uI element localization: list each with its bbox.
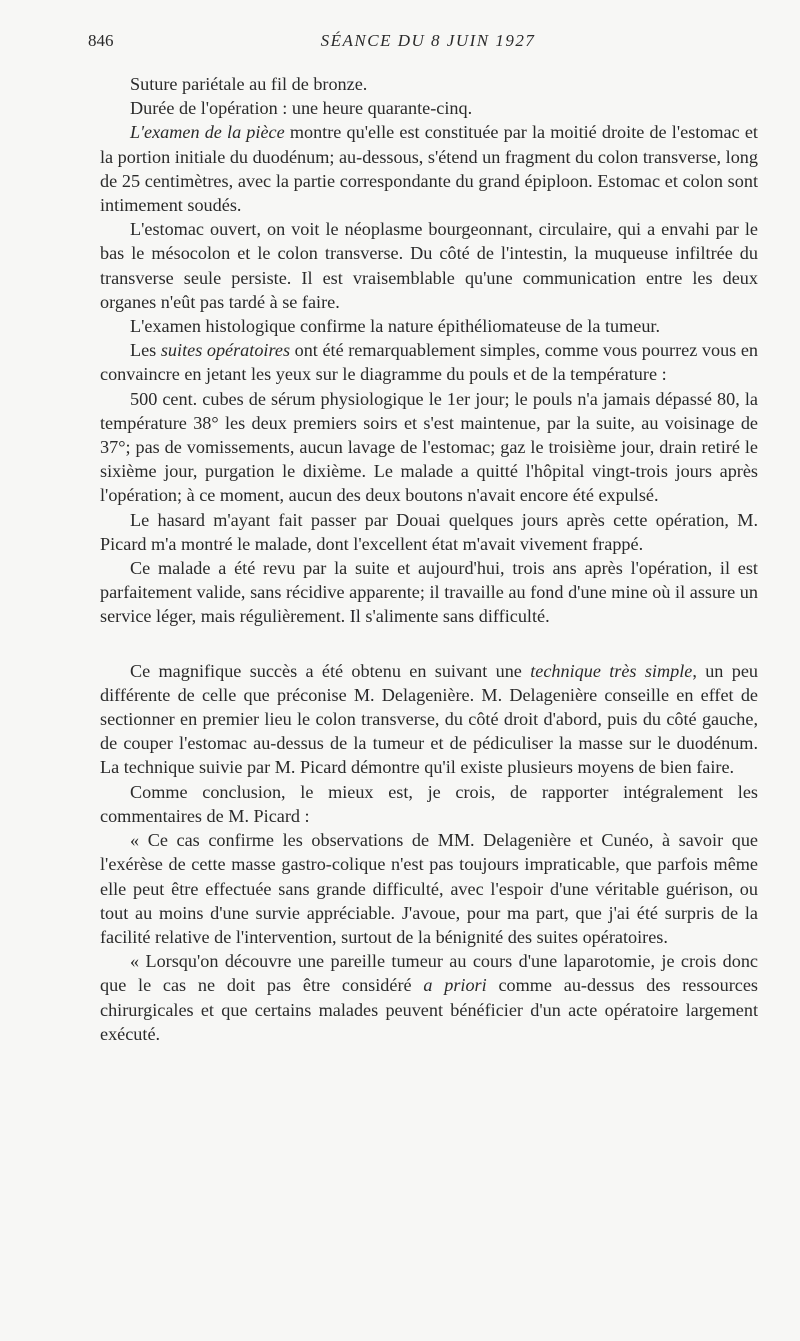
italic-phrase: a priori [423, 975, 487, 996]
paragraph: L'estomac ouvert, on voit le néoplasme bourgeonnant, circulaire, qui a envahi par le bas le mésocolon et le colon transverse. Du côté de l'intestin, la muqueuse infiltrée du transverse seule persiste. Il est vraisemblable qu'une communication entre les deux organes n'eût pas tardé à se faire. [100, 219, 758, 312]
page-header [88, 31, 768, 55]
paragraph [100, 338, 758, 386]
paragraph-text: Les [130, 340, 161, 361]
paragraph: Ce malade a été revu par la suite et aujourd'hui, trois ans après l'opération, il est parfaitement valide, sans récidive apparente; il travaille au fond d'une mine où il assure un service léger, mais régulièrement. Il s'alimente sans difficulté. [100, 558, 758, 627]
paragraph-text: « Lorsqu'on découvre une pareille tumeur au cours d'une laparotomie, je crois donc que le cas ne doit pas être considéré [100, 951, 758, 996]
paragraph-text: comme au-dessus des ressources chirurgicales et que certains malades peuvent bénéficier d'un acte opératoire largement exécuté. [100, 975, 758, 1044]
page-number: 846 [88, 31, 114, 50]
paragraph-text: , un peu différente de celle que préconise M. Delagenière. M. Delagenière conseille en effet de sectionner en premier lieu le colon transverse, du côté droit d'abord, puis du côté gauche, de couper l'estomac au-dessus de la tumeur et de pédiculiser la masse sur le duodénum. La technique suivie par M. Picard démontre qu'il existe plusieurs moyens de bien faire. [100, 660, 758, 778]
quoted-paragraph: « Ce cas confirme les observations de MM. Delagenière et Cunéo, à savoir que l'exérèse de cette masse gastro-colique n'est pas toujours impraticable, que parfois même elle peut être effectuée sans grande difficulté, avec l'espoir d'une véritable guérison, ou tout au moins d'une survie appréciable. J'avoue, pour ma part, que j'ai été surpris de la facilité relative de l'intervention, surtout de la bénignité des suites opératoires. [100, 830, 758, 947]
quoted-paragraph [100, 949, 758, 1046]
paragraph [100, 659, 758, 780]
paragraph-text: ont été remarquablement simples, comme vous pourrez vous en convaincre en jetant les yeux sur le diagramme du pouls et de la température : [100, 340, 758, 385]
italic-phrase: suites opératoires [160, 340, 291, 361]
italic-lead: L'examen de la pièce [130, 122, 285, 143]
italic-phrase: technique très simple [530, 660, 693, 681]
paragraph-text: Ce magnifique succès a été obtenu en suivant une [130, 660, 531, 681]
paragraph [100, 120, 758, 217]
paragraph: 500 cent. cubes de sérum physiologique le 1er jour; le pouls n'a jamais dépassé 80, la température 38° les deux premiers soirs et s'est maintenue, par la suite, au voisinage de 37°; pas de vomissements, aucun lavage de l'estomac; gaz le troisième jour, drain retiré le sixième jour, purgation le dixième. Le malade a quitté l'hôpital vingt-trois jours après l'opération; à ce moment, aucun des deux boutons n'avait encore été expulsé. [100, 388, 758, 506]
paragraph: Durée de l'opération : une heure quarante-cinq. [130, 98, 473, 119]
paragraph: Le hasard m'ayant fait passer par Douai quelques jours après cette opération, M. Picard m'a montré le malade, dont l'excellent état m'avait vivement frappé. [100, 509, 758, 554]
paragraph: Comme conclusion, le mieux est, je crois, de rapporter intégralement les commentaires de M. Picard : [100, 781, 758, 826]
paragraph: L'examen histologique confirme la nature épithéliomateuse de la tumeur. [130, 316, 661, 337]
running-head: SÉANCE DU 8 JUIN 1927 [320, 31, 536, 50]
paragraph: Suture pariétale au fil de bronze. [130, 74, 368, 94]
paragraph-text: montre qu'elle est constituée par la moitié droite de l'estomac et la portion initiale du duodénum; au-dessous, s'étend un fragment du colon transverse, long de 25 centimètres, avec la partie correspondante du grand épiploon. Estomac et colon sont intimement soudés. [100, 122, 758, 216]
body-text [100, 72, 758, 1046]
